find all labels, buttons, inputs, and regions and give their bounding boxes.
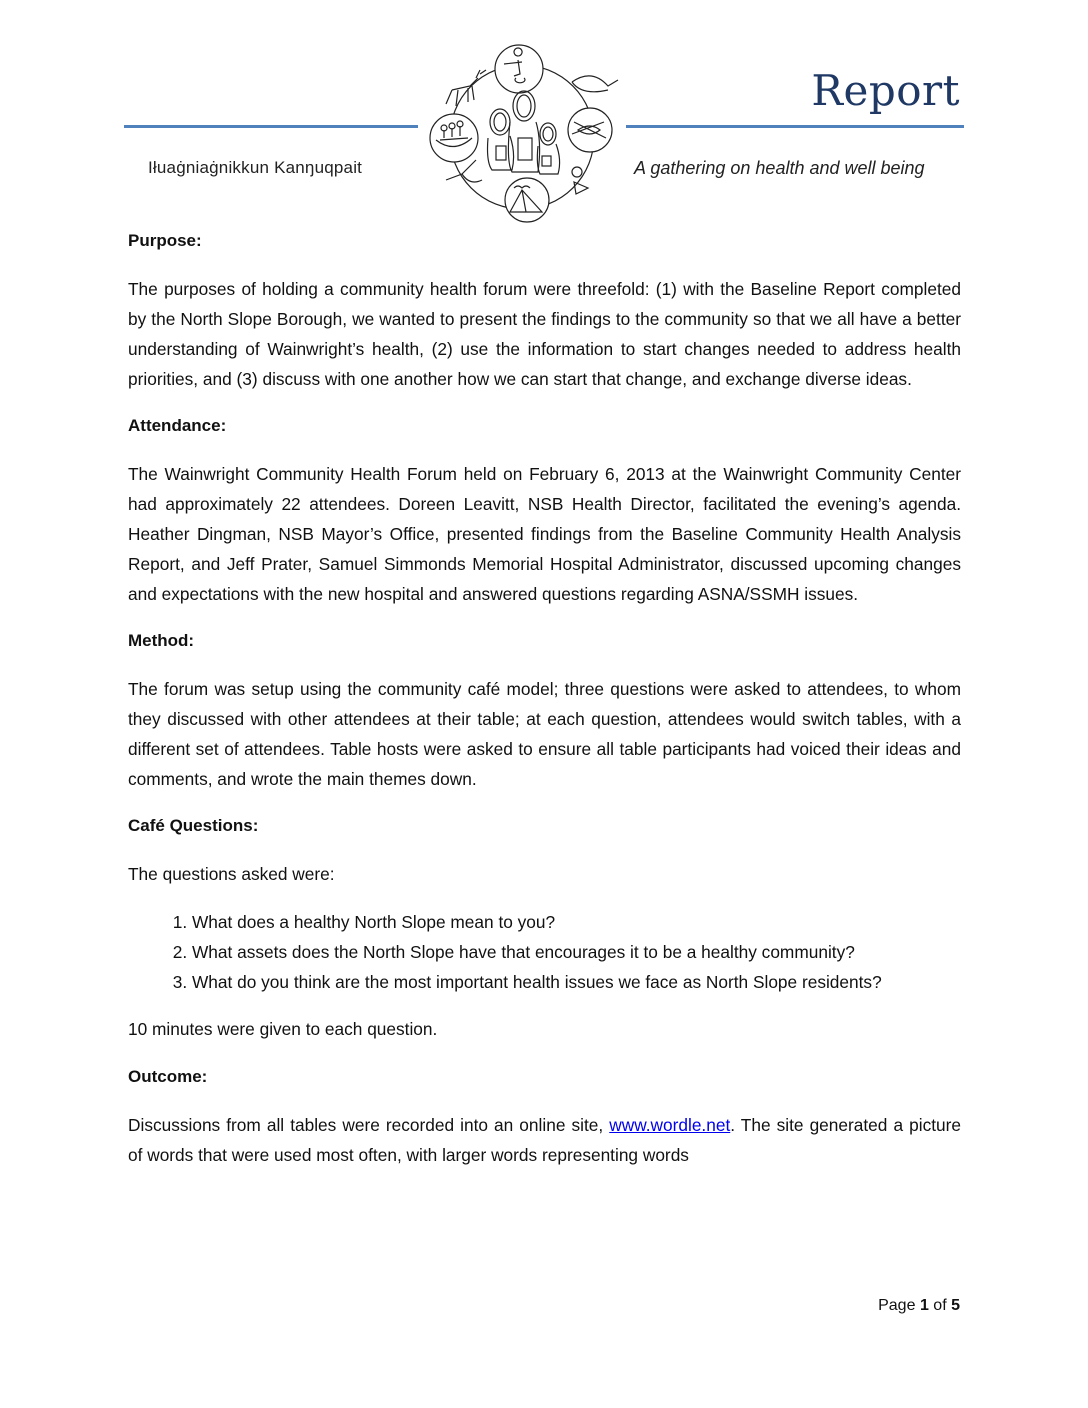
page-label: Page xyxy=(878,1297,916,1314)
method-heading: Method: xyxy=(128,631,195,650)
outcome-text-after-link: . The site generated a picture of words that were used most often, with larger words representing words xyxy=(128,1115,961,1165)
total-pages: 5 xyxy=(951,1297,960,1314)
cafe-questions-intro: The questions asked were: xyxy=(128,864,335,884)
community-circle-logo-icon xyxy=(422,42,622,227)
purpose-heading: Purpose: xyxy=(128,231,202,250)
attendance-heading: Attendance: xyxy=(128,416,227,435)
question-item: 1. What does a healthy North Slope mean to you? xyxy=(192,907,961,937)
header-tagline: A gathering on health and well being xyxy=(634,158,925,178)
question-item: 3. What do you think are the most important health issues we face as North Slope residents? xyxy=(192,967,961,997)
wordle-link[interactable]: www.wordle.net xyxy=(609,1115,731,1135)
current-page-number: 1 xyxy=(919,1297,929,1314)
document-body xyxy=(128,226,961,1187)
header-rule-left xyxy=(124,125,418,128)
page-number-footer xyxy=(878,1297,960,1315)
report-title: Report xyxy=(811,66,960,115)
cafe-questions-list xyxy=(128,907,961,997)
outcome-heading: Outcome: xyxy=(128,1067,208,1086)
method-paragraph: The forum was setup using the community café model; three questions were asked to attendees, to whom they discussed with other attendees at their table; at each question, attendees would switch tables, with a different set of attendees. Table hosts were asked to ensure all table participants had voiced their ideas and comments, and wrote the main themes down. xyxy=(128,679,961,789)
attendance-paragraph: The Wainwright Community Health Forum held on February 6, 2013 at the Wainwright Community Center had approximately 22 attendees. Doreen Leavitt, NSB Health Director, facilitated the evening’s agenda. Heather Dingman, NSB Mayor’s Office, presented findings from the Baseline Community Health Analysis Report, and Jeff Prater, Samuel Simmonds Memorial Hospital Administrator, discussed upcoming changes and expectations with the new hospital and answered questions regarding ASNA/SSMH issues. xyxy=(128,464,961,604)
header-rule-right xyxy=(626,125,964,128)
purpose-paragraph: The purposes of holding a community health forum were threefold: (1) with the Baseline Report completed by the North Slope Borough, we wanted to present the findings to the community so that we all have a better understanding of Wainwright’s health, (2) use the information to start changes needed to address health priorities, and (3) discuss with one another how we can start that change, and exchange diverse ideas. xyxy=(128,279,961,389)
question-item: 2. What assets does the North Slope have that encourages it to be a healthy community? xyxy=(192,937,961,967)
header-inupiaq-title: Iłuaġniaġnikkun Kanŋuqpait xyxy=(148,158,363,177)
time-per-question-note: 10 minutes were given to each question. xyxy=(128,1019,438,1039)
cafe-questions-heading: Café Questions: xyxy=(128,816,259,835)
of-label: of xyxy=(933,1297,947,1314)
outcome-paragraph xyxy=(128,1110,961,1170)
outcome-text-before-link: Discussions from all tables were recorded into an online site, xyxy=(128,1115,610,1135)
